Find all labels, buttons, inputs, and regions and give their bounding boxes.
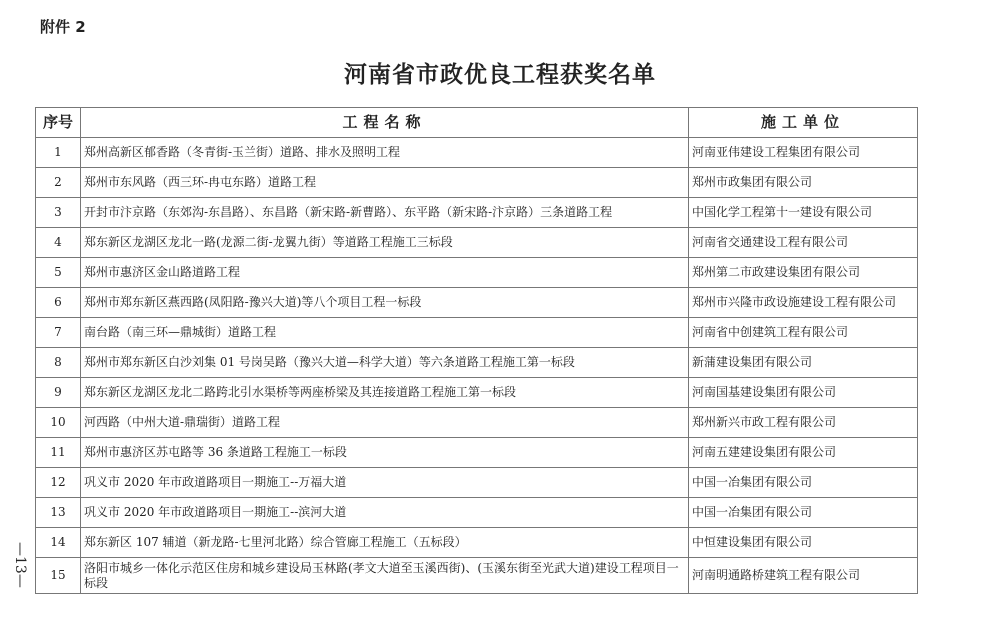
cell-construction-unit: 中国一冶集团有限公司 <box>689 468 918 498</box>
cell-no: 2 <box>36 168 81 198</box>
table-row <box>36 288 918 318</box>
cell-project-name: 郑东新区 107 辅道（新龙路-七里河北路）综合管廊工程施工（五标段） <box>81 528 689 558</box>
page-number: —13— <box>12 542 28 588</box>
table-row <box>36 498 918 528</box>
cell-no: 12 <box>36 468 81 498</box>
cell-project-name: 郑州市郑东新区白沙刘集 01 号岗吴路（豫兴大道—科学大道）等六条道路工程施工第一标段 <box>81 348 689 378</box>
page-title: 河南省市政优良工程获奖名单 <box>344 62 656 88</box>
cell-construction-unit: 河南亚伟建设工程集团有限公司 <box>689 138 918 168</box>
cell-no: 4 <box>36 228 81 258</box>
table-row <box>36 228 918 258</box>
table-row <box>36 198 918 228</box>
cell-project-name: 巩义市 2020 年市政道路项目一期施工--万福大道 <box>81 468 689 498</box>
cell-no: 6 <box>36 288 81 318</box>
cell-construction-unit: 河南省交通建设工程有限公司 <box>689 228 918 258</box>
cell-project-name: 郑州市东风路（西三环-冉屯东路）道路工程 <box>81 168 689 198</box>
cell-construction-unit: 河南五建建设集团有限公司 <box>689 438 918 468</box>
cell-construction-unit: 中国化学工程第十一建设有限公司 <box>689 198 918 228</box>
cell-construction-unit: 河南明通路桥建筑工程有限公司 <box>689 558 918 594</box>
cell-no: 11 <box>36 438 81 468</box>
cell-no: 7 <box>36 318 81 348</box>
award-table <box>35 107 918 594</box>
cell-no: 1 <box>36 138 81 168</box>
cell-project-name: 巩义市 2020 年市政道路项目一期施工--滨河大道 <box>81 498 689 528</box>
header-construction-unit: 施工单位 <box>689 108 918 138</box>
cell-no: 15 <box>36 558 81 594</box>
cell-project-name: 河西路（中州大道-鼎瑞街）道路工程 <box>81 408 689 438</box>
cell-construction-unit: 郑州第二市政建设集团有限公司 <box>689 258 918 288</box>
cell-project-name: 郑东新区龙湖区龙北一路(龙源二街-龙翼九街）等道路工程施工三标段 <box>81 228 689 258</box>
cell-no: 8 <box>36 348 81 378</box>
cell-project-name: 郑州市惠济区金山路道路工程 <box>81 258 689 288</box>
table-row <box>36 168 918 198</box>
cell-project-name: 南台路（南三环—鼎城街）道路工程 <box>81 318 689 348</box>
table-row <box>36 558 918 594</box>
cell-construction-unit: 河南国基建设集团有限公司 <box>689 378 918 408</box>
table-row <box>36 318 918 348</box>
cell-construction-unit: 中国一冶集团有限公司 <box>689 498 918 528</box>
table-row <box>36 438 918 468</box>
cell-no: 14 <box>36 528 81 558</box>
table-row <box>36 258 918 288</box>
table-row <box>36 468 918 498</box>
table-header-row <box>36 108 918 138</box>
cell-project-name: 郑州市郑东新区燕西路(凤阳路-豫兴大道)等八个项目工程一标段 <box>81 288 689 318</box>
header-project-name: 工程名称 <box>81 108 689 138</box>
cell-project-name: 郑州市惠济区苏屯路等 36 条道路工程施工一标段 <box>81 438 689 468</box>
cell-no: 5 <box>36 258 81 288</box>
header-no: 序号 <box>36 108 81 138</box>
cell-construction-unit: 郑州市政集团有限公司 <box>689 168 918 198</box>
table-row <box>36 408 918 438</box>
cell-project-name: 开封市汴京路（东郊沟-东昌路）、东昌路（新宋路-新曹路）、东平路（新宋路-汴京路）三条道路工程 <box>81 198 689 228</box>
cell-no: 9 <box>36 378 81 408</box>
attachment-label: 附件 2 <box>40 18 86 36</box>
cell-construction-unit: 郑州新兴市政工程有限公司 <box>689 408 918 438</box>
table-row <box>36 378 918 408</box>
cell-project-name: 洛阳市城乡一体化示范区住房和城乡建设局玉林路(孝文大道至玉溪西街)、(玉溪东街至光武大道)建设工程项目一标段 <box>81 558 689 594</box>
cell-project-name: 郑东新区龙湖区龙北二路跨北引水渠桥等两座桥梁及其连接道路工程施工第一标段 <box>81 378 689 408</box>
cell-construction-unit: 河南省中创建筑工程有限公司 <box>689 318 918 348</box>
cell-no: 3 <box>36 198 81 228</box>
cell-construction-unit: 中恒建设集团有限公司 <box>689 528 918 558</box>
table-row <box>36 138 918 168</box>
cell-construction-unit: 新蒲建设集团有限公司 <box>689 348 918 378</box>
cell-no: 10 <box>36 408 81 438</box>
table-row <box>36 528 918 558</box>
table-row <box>36 348 918 378</box>
cell-project-name: 郑州高新区郁香路（冬青街-玉兰街）道路、排水及照明工程 <box>81 138 689 168</box>
cell-construction-unit: 郑州市兴隆市政设施建设工程有限公司 <box>689 288 918 318</box>
cell-no: 13 <box>36 498 81 528</box>
